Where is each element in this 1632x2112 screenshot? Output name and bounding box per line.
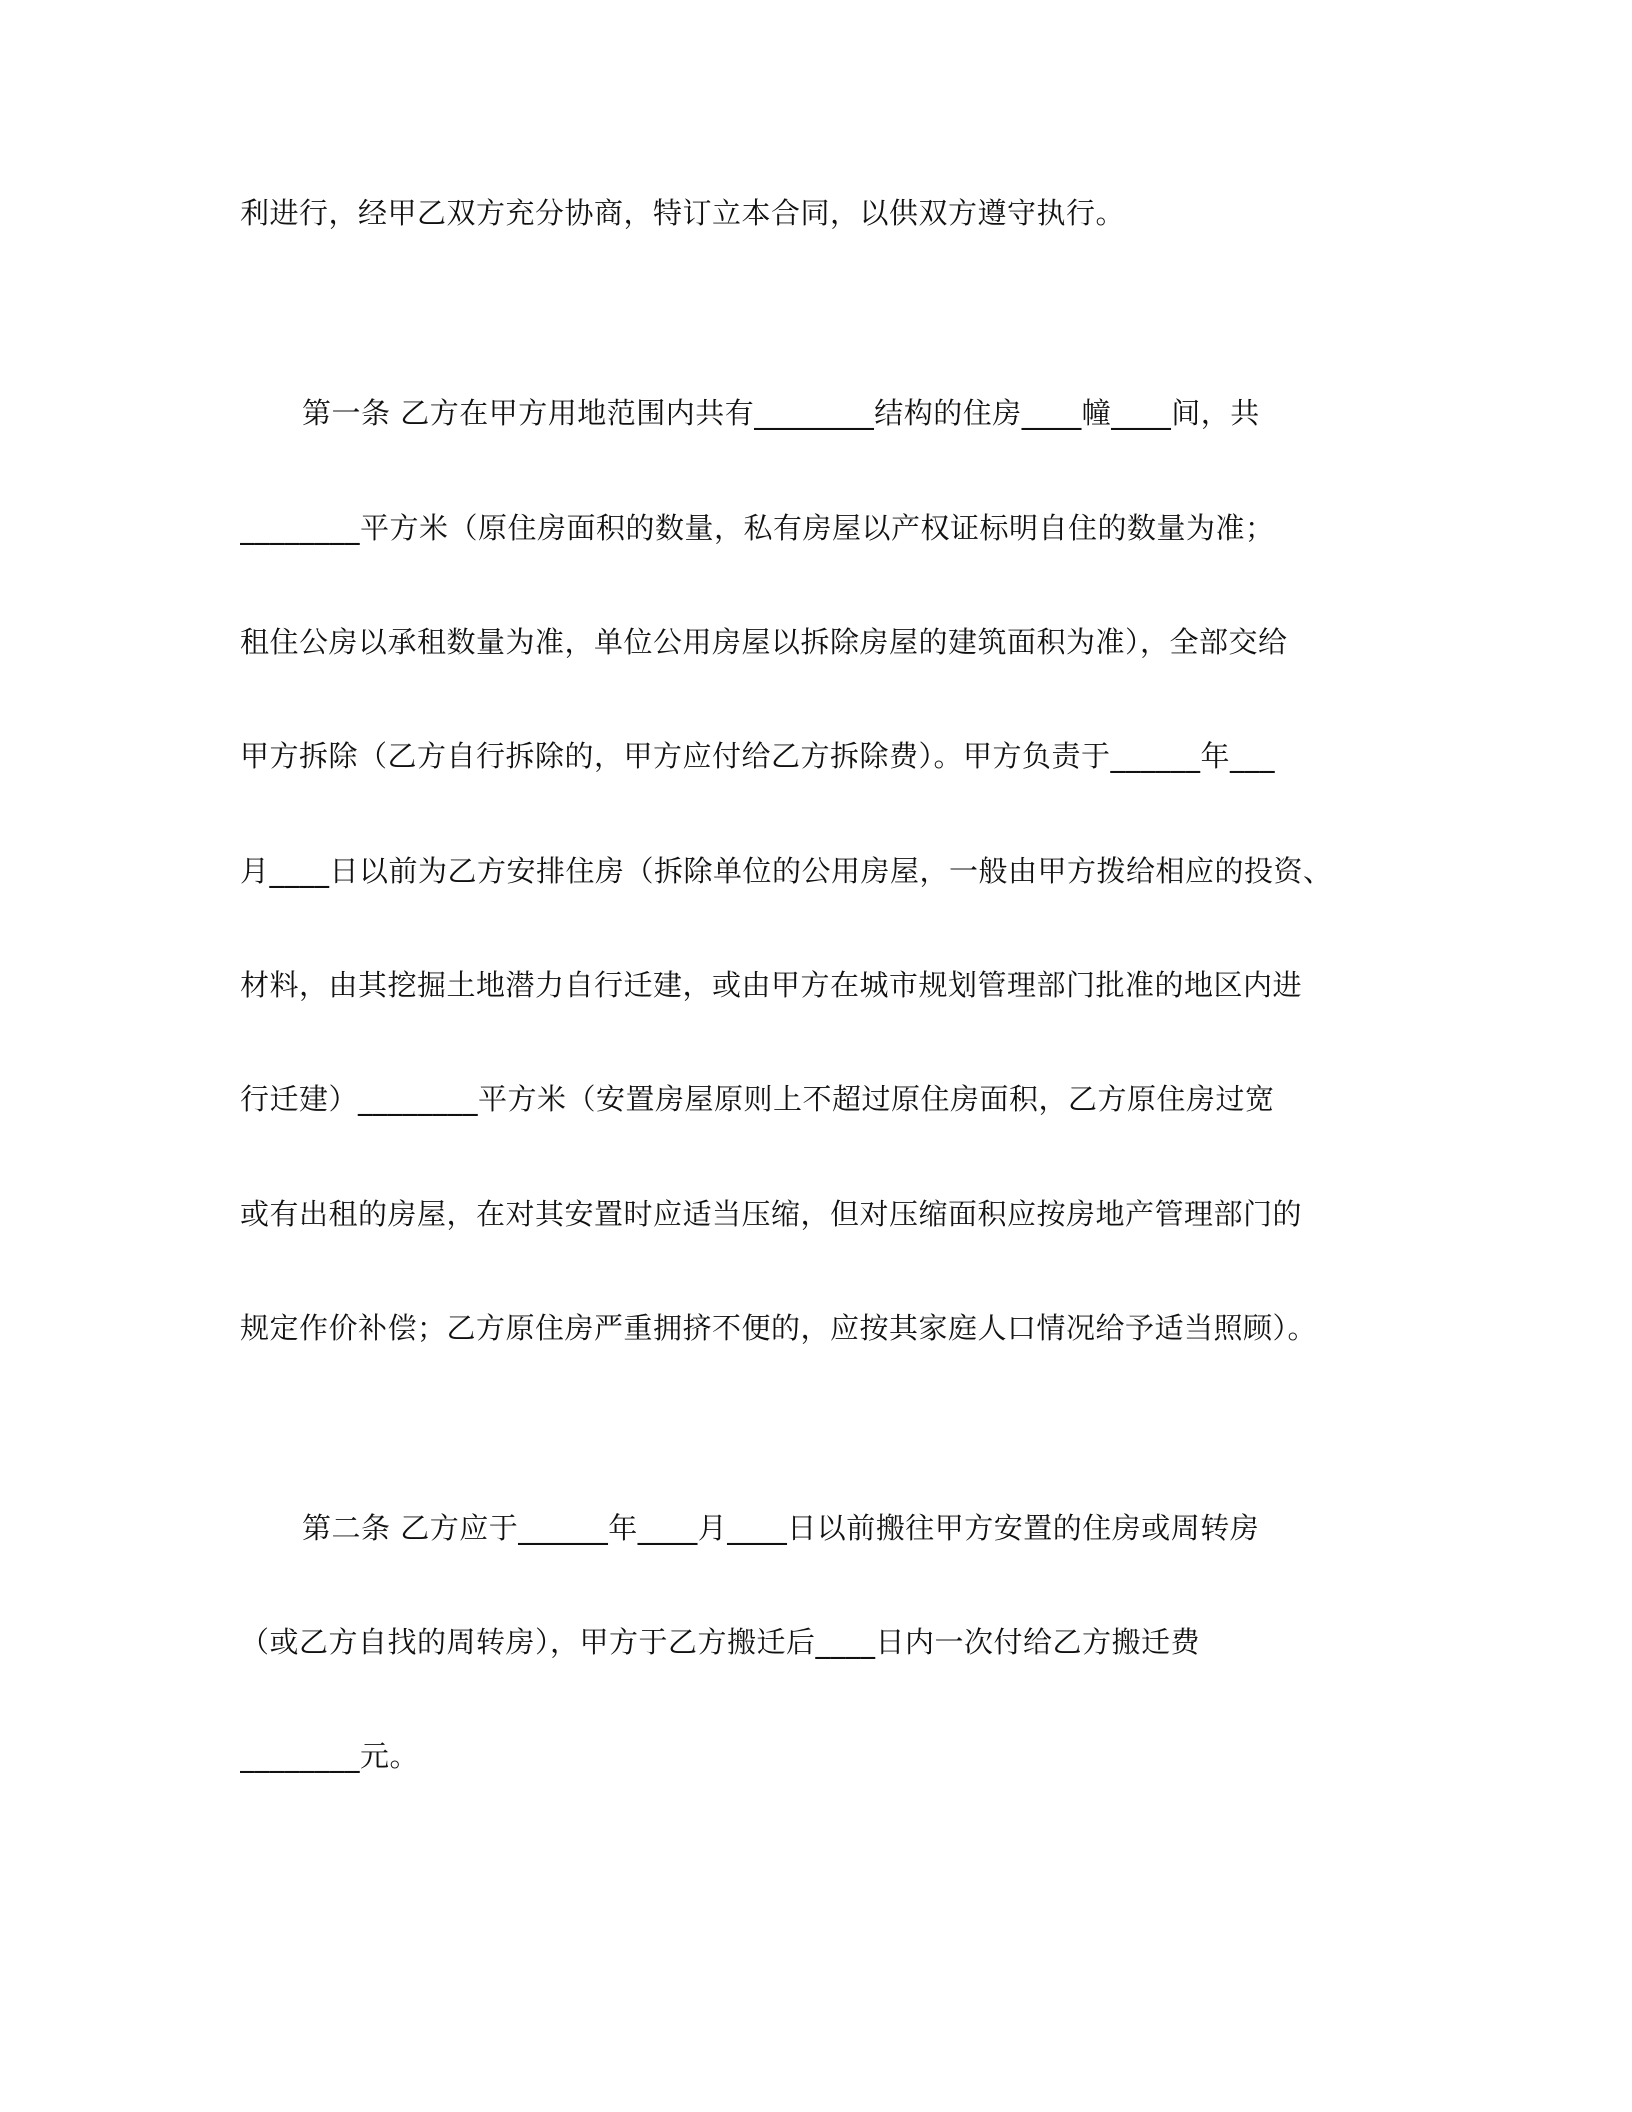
paragraph-line: ________平方米（原住房面积的数量，私有房屋以产权证标明自住的数量为准；	[240, 511, 1275, 545]
article-two-heading-line: 第二条 乙方应于______年____月____日以前搬往甲方安置的住房或周转房	[302, 1511, 1260, 1545]
paragraph-line: （或乙方自找的周转房），甲方于乙方搬迁后____日内一次付给乙方搬迁费	[240, 1625, 1201, 1659]
paragraph-line: 规定作价补偿；乙方原住房严重拥挤不便的，应按其家庭人口情况给予适当照顾）。	[240, 1311, 1318, 1345]
paragraph-line: 租住公房以承租数量为准，单位公用房屋以拆除房屋的建筑面积为准），全部交给	[240, 625, 1288, 659]
paragraph-line: ________元。	[240, 1739, 420, 1773]
article-one-heading-line: 第一条 乙方在甲方用地范围内共有________结构的住房____幢____间，共	[302, 396, 1260, 430]
paragraph-line: 行迁建）________平方米（安置房屋原则上不超过原住房面积，乙方原住房过宽	[240, 1082, 1275, 1116]
paragraph-line: 材料，由其挖掘土地潜力自行迁建，或由甲方在城市规划管理部门批准的地区内进	[240, 968, 1303, 1002]
paragraph-line: 甲方拆除（乙方自行拆除的，甲方应付给乙方拆除费）。甲方负责于______年___	[240, 739, 1276, 773]
paragraph-line: 或有出租的房屋，在对其安置时应适当压缩，但对压缩面积应按房地产管理部门的	[240, 1197, 1303, 1231]
paragraph-line: 月____日以前为乙方安排住房（拆除单位的公用房屋，一般由甲方拨给相应的投资、	[240, 854, 1333, 888]
paragraph-line: 利进行，经甲乙双方充分协商，特订立本合同，以供双方遵守执行。	[240, 196, 1126, 230]
